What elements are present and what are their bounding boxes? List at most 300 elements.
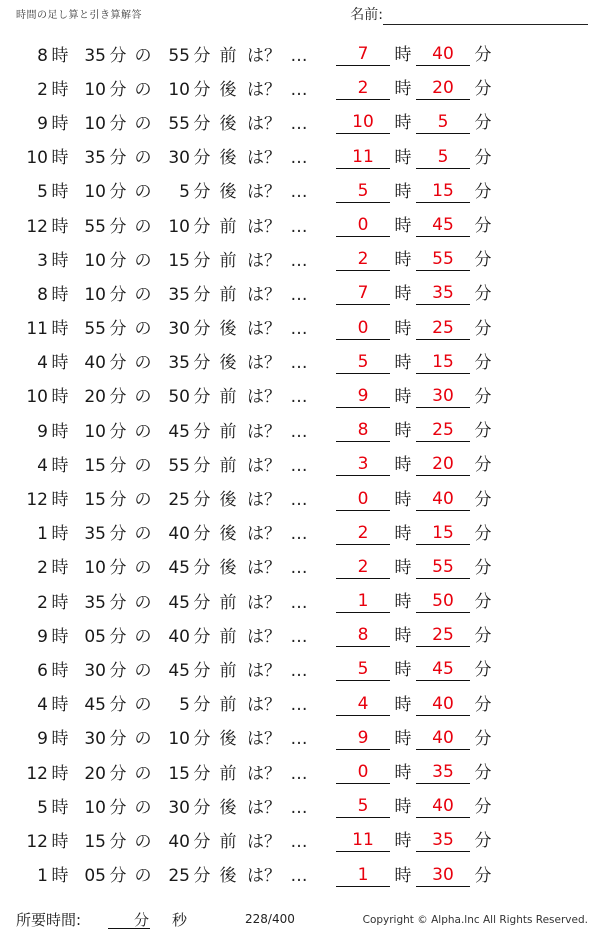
direction: 前 [219,831,237,852]
problem-question [14,348,336,373]
answer-area [336,177,496,203]
hour-unit: 時 [394,831,412,852]
answer-minute[interactable]: 25 [416,419,470,442]
question-mark: は？ [247,490,281,511]
start-minute: 10 [84,797,106,818]
minute-unit: 分 [193,421,211,442]
question-mark: は？ [247,831,281,852]
question-mark: は？ [247,216,281,237]
minute-unit: 分 [474,660,492,681]
problem-question [14,451,336,476]
delta-minute: 5 [179,695,190,716]
ellipsis: … [290,660,308,681]
problem-question [14,485,336,510]
start-hour: 4 [37,695,48,716]
problem-row [0,241,600,275]
answer-hour[interactable]: 7 [336,43,390,66]
question-mark: は？ [247,45,281,66]
minute-unit: 分 [474,557,492,578]
copyright-notice: Copyright © Alpha.lnc All Rights Reserved. [362,914,588,926]
answer-hour[interactable]: 8 [336,419,390,442]
start-hour: 9 [37,626,48,647]
problem-question [14,553,336,578]
answer-hour[interactable]: 0 [336,488,390,511]
page-count: 228/400 [245,912,295,926]
particle-no: の [134,148,152,169]
ellipsis: … [290,148,308,169]
answer-minute[interactable]: 40 [416,488,470,511]
answer-area [336,416,496,442]
hour-unit: 時 [51,421,69,442]
answer-hour[interactable]: 2 [336,556,390,579]
particle-no: の [134,79,152,100]
answer-minute[interactable]: 20 [416,77,470,100]
delta-minute: 30 [168,319,190,340]
answer-minute[interactable]: 30 [416,864,470,887]
minute-unit: 分 [474,216,492,237]
minute-unit: 分 [474,147,492,168]
hour-unit: 時 [51,250,69,271]
ellipsis: … [290,284,308,305]
question-mark: は？ [247,148,281,169]
minute-unit: 分 [193,182,211,203]
delta-minute: 55 [168,455,190,476]
answer-hour[interactable]: 5 [336,795,390,818]
particle-no: の [134,490,152,511]
answer-minute[interactable]: 35 [416,761,470,784]
hour-unit: 時 [394,113,412,134]
problem-row [0,651,600,685]
question-mark: は？ [247,387,281,408]
start-minute: 40 [84,353,106,374]
answer-hour[interactable]: 4 [336,693,390,716]
elapsed-seconds-unit: 秒 [172,911,188,929]
problem-question [14,280,336,305]
problem-row [0,515,600,549]
hour-unit: 時 [51,763,69,784]
minute-unit: 分 [109,250,127,271]
name-area [350,4,588,25]
answer-area [336,485,496,511]
hour-unit: 時 [394,865,412,886]
minute-unit: 分 [474,352,492,373]
hour-unit: 時 [51,387,69,408]
direction: 前 [219,421,237,442]
answer-minute[interactable]: 30 [416,385,470,408]
delta-minute: 55 [168,113,190,134]
answer-hour[interactable]: 0 [336,317,390,340]
start-minute: 30 [84,729,106,750]
problem-row [0,617,600,651]
direction: 前 [219,45,237,66]
minute-unit: 分 [193,524,211,545]
delta-minute: 30 [168,148,190,169]
hour-unit: 時 [394,523,412,544]
direction: 後 [219,319,237,340]
problem-row [0,275,600,309]
answer-minute[interactable]: 40 [416,795,470,818]
hour-unit: 時 [394,181,412,202]
delta-minute: 35 [168,353,190,374]
ellipsis: … [290,45,308,66]
answer-hour[interactable]: 11 [336,829,390,852]
particle-no: の [134,455,152,476]
answer-hour[interactable]: 7 [336,282,390,305]
question-mark: は？ [247,524,281,545]
hour-unit: 時 [394,352,412,373]
particle-no: の [134,763,152,784]
answer-hour[interactable]: 8 [336,624,390,647]
minute-unit: 分 [474,626,492,647]
ellipsis: … [290,250,308,271]
particle-no: の [134,695,152,716]
minute-unit: 分 [474,797,492,818]
ellipsis: … [290,592,308,613]
question-mark: は？ [247,79,281,100]
start-minute: 05 [84,866,106,887]
start-minute: 20 [84,387,106,408]
particle-no: の [134,113,152,134]
answer-minute[interactable]: 55 [416,248,470,271]
problem-row [0,754,600,788]
question-mark: は？ [247,558,281,579]
start-minute: 30 [84,660,106,681]
delta-minute: 10 [168,216,190,237]
hour-unit: 時 [394,79,412,100]
answer-hour[interactable]: 9 [336,727,390,750]
hour-unit: 時 [51,695,69,716]
minute-unit: 分 [109,729,127,750]
ellipsis: … [290,421,308,442]
start-minute: 10 [84,113,106,134]
minute-unit: 分 [109,45,127,66]
problem-question [14,382,336,407]
answer-area [336,74,496,100]
page-footer [0,905,600,941]
problem-row [0,173,600,207]
ellipsis: … [290,558,308,579]
direction: 前 [219,216,237,237]
ellipsis: … [290,763,308,784]
answer-area [336,314,496,340]
problem-row [0,104,600,138]
name-input-line[interactable] [383,6,588,25]
answer-area [336,655,496,681]
minute-unit: 分 [193,79,211,100]
ellipsis: … [290,729,308,750]
delta-minute: 35 [168,284,190,305]
problem-question [14,109,336,134]
direction: 前 [219,284,237,305]
hour-unit: 時 [51,45,69,66]
minute-unit: 分 [474,318,492,339]
hour-unit: 時 [394,660,412,681]
minute-unit: 分 [193,319,211,340]
particle-no: の [134,319,152,340]
answer-area [336,143,496,169]
answer-minute[interactable]: 25 [416,317,470,340]
particle-no: の [134,592,152,613]
hour-unit: 時 [394,763,412,784]
answer-minute[interactable]: 15 [416,351,470,374]
particle-no: の [134,524,152,545]
answer-hour[interactable]: 0 [336,214,390,237]
hour-unit: 時 [394,592,412,613]
answer-area [336,758,496,784]
problem-question [14,519,336,544]
question-mark: は？ [247,626,281,647]
start-hour: 1 [37,866,48,887]
answer-area [336,211,496,237]
minute-unit: 分 [193,695,211,716]
answer-hour[interactable]: 2 [336,248,390,271]
problem-row [0,480,600,514]
direction: 後 [219,797,237,818]
particle-no: の [134,797,152,818]
answer-area [336,587,496,613]
particle-no: の [134,284,152,305]
start-minute: 10 [84,421,106,442]
answer-area [336,621,496,647]
answer-hour[interactable]: 5 [336,658,390,681]
answer-minute[interactable]: 35 [416,829,470,852]
answer-minute[interactable]: 35 [416,282,470,305]
question-mark: は？ [247,284,281,305]
direction: 前 [219,455,237,476]
minute-unit: 分 [474,489,492,510]
answer-hour[interactable]: 2 [336,522,390,545]
name-label: 名前: [350,7,383,23]
answer-area [336,826,496,852]
hour-unit: 時 [394,386,412,407]
start-hour: 2 [37,79,48,100]
minute-unit: 分 [109,797,127,818]
minute-unit: 分 [193,490,211,511]
start-hour: 8 [37,45,48,66]
ellipsis: … [290,455,308,476]
minute-unit: 分 [193,763,211,784]
answer-minute[interactable]: 5 [416,111,470,134]
problem-row [0,822,600,856]
problem-question [14,759,336,784]
problem-question [14,417,336,442]
ellipsis: … [290,182,308,203]
hour-unit: 時 [51,558,69,579]
hour-unit: 時 [394,147,412,168]
answer-hour[interactable]: 9 [336,385,390,408]
problem-row [0,446,600,480]
minute-unit: 分 [474,45,492,66]
question-mark: は？ [247,797,281,818]
start-minute: 15 [84,490,106,511]
hour-unit: 時 [51,353,69,374]
minute-unit: 分 [193,592,211,613]
hour-unit: 時 [51,626,69,647]
minute-unit: 分 [474,181,492,202]
answer-hour[interactable]: 11 [336,146,390,169]
answer-minute[interactable]: 40 [416,43,470,66]
start-minute: 10 [84,79,106,100]
answer-minute[interactable]: 40 [416,693,470,716]
problem-question [14,656,336,681]
elapsed-time-label: 所要時間: [16,911,82,929]
delta-minute: 15 [168,763,190,784]
minute-unit: 分 [193,148,211,169]
answer-minute[interactable]: 55 [416,556,470,579]
particle-no: の [134,866,152,887]
answer-area [336,279,496,305]
delta-minute: 40 [168,626,190,647]
start-hour: 4 [37,455,48,476]
hour-unit: 時 [51,797,69,818]
delta-minute: 55 [168,45,190,66]
start-hour: 12 [26,490,48,511]
answer-minute[interactable]: 50 [416,590,470,613]
start-hour: 10 [26,148,48,169]
question-mark: は？ [247,113,281,134]
start-minute: 55 [84,216,106,237]
ellipsis: … [290,866,308,887]
delta-minute: 15 [168,250,190,271]
answer-hour[interactable]: 1 [336,590,390,613]
answer-minute[interactable]: 45 [416,658,470,681]
direction: 後 [219,866,237,887]
answer-hour[interactable]: 0 [336,761,390,784]
particle-no: の [134,182,152,203]
answer-hour[interactable]: 5 [336,351,390,374]
problem-question [14,212,336,237]
minute-unit: 分 [474,250,492,271]
question-mark: は？ [247,182,281,203]
hour-unit: 時 [51,524,69,545]
answer-hour[interactable]: 10 [336,111,390,134]
hour-unit: 時 [394,284,412,305]
answer-area [336,245,496,271]
answer-minute[interactable]: 15 [416,180,470,203]
hour-unit: 時 [51,182,69,203]
minute-unit: 分 [474,386,492,407]
problem-row [0,139,600,173]
problem-row [0,720,600,754]
problem-row [0,207,600,241]
minute-unit: 分 [474,113,492,134]
minute-unit: 分 [474,865,492,886]
particle-no: の [134,353,152,374]
ellipsis: … [290,626,308,647]
problem-row [0,857,600,891]
ellipsis: … [290,490,308,511]
minute-unit: 分 [193,660,211,681]
answer-hour[interactable]: 1 [336,864,390,887]
start-hour: 5 [37,182,48,203]
answer-minute[interactable]: 40 [416,727,470,750]
start-hour: 12 [26,831,48,852]
direction: 後 [219,524,237,545]
delta-minute: 45 [168,558,190,579]
minute-unit: 分 [109,626,127,647]
delta-minute: 40 [168,831,190,852]
hour-unit: 時 [51,148,69,169]
ellipsis: … [290,831,308,852]
start-hour: 6 [37,660,48,681]
minute-unit: 分 [193,626,211,647]
particle-no: の [134,216,152,237]
question-mark: は？ [247,319,281,340]
ellipsis: … [290,695,308,716]
hour-unit: 時 [51,729,69,750]
minute-unit: 分 [109,216,127,237]
answer-area [336,382,496,408]
hour-unit: 時 [51,592,69,613]
minute-unit: 分 [109,148,127,169]
answer-area [336,348,496,374]
answer-minute[interactable]: 25 [416,624,470,647]
answer-area [336,861,496,887]
minute-unit: 分 [193,455,211,476]
problem-row [0,344,600,378]
direction: 後 [219,353,237,374]
minute-unit: 分 [474,455,492,476]
answer-minute[interactable]: 5 [416,146,470,169]
start-minute: 35 [84,148,106,169]
question-mark: は？ [247,250,281,271]
hour-unit: 時 [51,113,69,134]
start-hour: 8 [37,284,48,305]
start-minute: 15 [84,455,106,476]
start-minute: 10 [84,558,106,579]
problem-question [14,622,336,647]
start-hour: 1 [37,524,48,545]
delta-minute: 40 [168,524,190,545]
minute-unit: 分 [109,182,127,203]
minute-unit: 分 [109,524,127,545]
hour-unit: 時 [51,490,69,511]
minute-unit: 分 [474,763,492,784]
minute-unit: 分 [193,45,211,66]
question-mark: は？ [247,763,281,784]
hour-unit: 時 [394,797,412,818]
answer-hour[interactable]: 3 [336,453,390,476]
hour-unit: 時 [51,216,69,237]
delta-minute: 25 [168,866,190,887]
answer-area [336,724,496,750]
hour-unit: 時 [394,318,412,339]
start-minute: 15 [84,831,106,852]
delta-minute: 30 [168,797,190,818]
delta-minute: 5 [179,182,190,203]
answer-minute[interactable]: 45 [416,214,470,237]
start-minute: 10 [84,250,106,271]
problem-question [14,690,336,715]
minute-unit: 分 [109,455,127,476]
answer-minute[interactable]: 20 [416,453,470,476]
answer-minute[interactable]: 15 [416,522,470,545]
delta-minute: 10 [168,79,190,100]
answer-area [336,792,496,818]
hour-unit: 時 [394,626,412,647]
delta-minute: 45 [168,660,190,681]
problem-row [0,36,600,70]
minute-unit: 分 [193,216,211,237]
minute-unit: 分 [109,387,127,408]
particle-no: の [134,421,152,442]
answer-hour[interactable]: 2 [336,77,390,100]
start-minute: 20 [84,763,106,784]
minute-unit: 分 [193,866,211,887]
answer-hour[interactable]: 5 [336,180,390,203]
start-minute: 05 [84,626,106,647]
start-hour: 9 [37,113,48,134]
